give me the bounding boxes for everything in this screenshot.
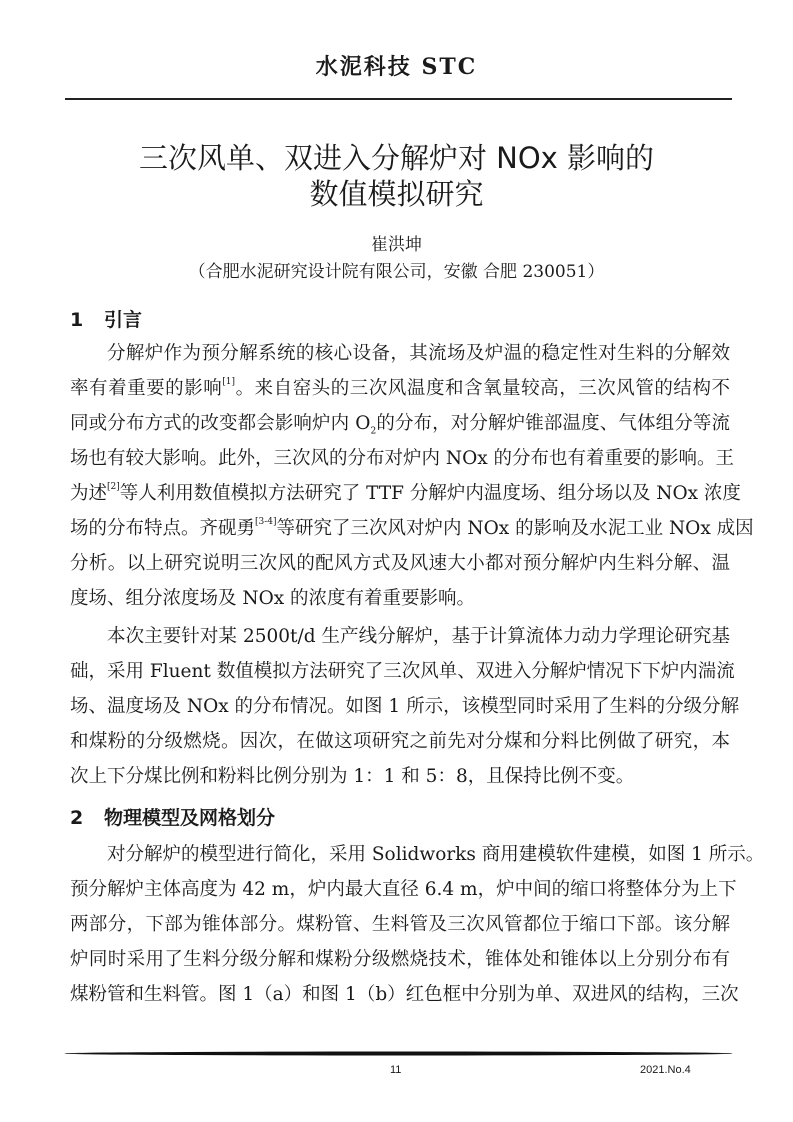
paragraph-line — [107, 625, 730, 649]
text-run: 和煤粉的分级燃烧。因次，在做这项研究之前先对分煤和分料比例做了研究，本 — [70, 731, 730, 752]
text-run: 两部分，下部为锥体部分。煤粉管、生料管及三次风管都位于缩口下部。该分解 — [70, 914, 730, 935]
section-heading-1 — [70, 305, 142, 332]
text-run: 为述 — [70, 483, 108, 504]
text-run: 度场、组分浓度场及 NOx 的浓度有着重要影响。 — [70, 588, 476, 609]
subscript: 2 — [370, 426, 377, 437]
citation: [2] — [107, 482, 120, 492]
paragraph-line — [70, 948, 730, 972]
text-run: 场的分布特点。齐砚勇 — [70, 518, 256, 539]
journal-header: 水泥科技 STC — [315, 54, 478, 80]
section-title: 物理模型及网格划分 — [104, 807, 276, 829]
text-run: 场也有较大影响。此外，三次风的分布对炉内 NOx 的分布也有着重要的影响。王 — [70, 448, 735, 469]
paragraph-line — [70, 482, 741, 506]
footer-rule — [65, 1052, 732, 1055]
text-run: 的分布，对分解炉锥部温度、气体组分等流 — [376, 413, 730, 434]
text-run: 本次主要针对某 2500t/d 生产线分解炉，基于计算流体力动力学理论研究基 — [107, 626, 730, 647]
header-rule — [65, 98, 732, 100]
paragraph-line — [70, 660, 735, 684]
text-run: 等研究了三次风对炉内 NOx 的影响及水泥工业 NOx 成因 — [276, 518, 754, 539]
text-run: 分析。以上研究说明三次风的配风方式及风速大小都对预分解炉内生料分解、温 — [70, 553, 730, 574]
paragraph-line — [70, 983, 739, 1007]
citation: [1] — [222, 377, 236, 387]
author: 崔洪坤 — [371, 235, 422, 255]
paragraph-line — [70, 913, 730, 937]
text-run: 煤粉管和生料管。图 1（a）和图 1（b）红色框中分别为单、双进风的结构，三次 — [70, 984, 739, 1005]
paragraph-line — [70, 447, 735, 471]
text-run: 炉同时采用了生料分级分解和煤粉分级燃烧技术，锥体处和锥体以上分别分布有 — [70, 949, 730, 970]
paragraph-line — [70, 730, 730, 754]
article-title-line-2: 数值模拟研究 — [309, 177, 484, 211]
paragraph-line — [70, 587, 730, 611]
paragraph-line — [70, 878, 737, 902]
text-run: 。来自窑头的三次风温度和含氧量较高，三次风管的结构不 — [235, 378, 730, 399]
paragraph-line — [70, 377, 730, 401]
text-run: 对分解炉的模型进行简化，采用 Solidworks 商用建模软件建模，如图 1 所示。 — [107, 844, 765, 865]
citation: [3-4] — [255, 517, 277, 527]
affiliation: （合肥水泥研究设计院有限公司，安徽 合肥 230051） — [188, 262, 605, 282]
text-run: 次上下分煤比例和粉料比例分别为 1：1 和 5：8，且保持比例不变。 — [70, 766, 635, 787]
section-title: 引言 — [104, 309, 143, 331]
paragraph-line — [70, 552, 730, 576]
paragraph-line — [107, 843, 765, 867]
page-number: 11 — [390, 1064, 402, 1076]
paragraph-line — [70, 695, 740, 719]
paragraph-line — [107, 342, 730, 366]
issue-number: 2021.No.4 — [640, 1064, 691, 1076]
text-run: 同或分布方式的改变都会影响炉内 O — [70, 413, 371, 434]
text-run: 础，采用 Fluent 数值模拟方法研究了三次风单、双进入分解炉情况下下炉内湍流 — [70, 661, 735, 682]
text-run: 率有着重要的影响 — [70, 378, 223, 399]
article-title-line-1: 三次风单、双进入分解炉对 NOx 影响的 — [138, 141, 655, 175]
text-run: 预分解炉主体高度为 42 m，炉内最大直径 6.4 m，炉中间的缩口将整体分为上下 — [70, 879, 737, 900]
text-run: 场、温度场及 NOx 的分布情况。如图 1 所示，该模型同时采用了生料的分级分解 — [70, 696, 740, 717]
section-number: 1 — [70, 309, 84, 331]
text-run: 等人利用数值模拟方法研究了 TTF 分解炉内温度场、组分场以及 NOx 浓度 — [119, 483, 741, 504]
paragraph-line — [70, 412, 730, 436]
paragraph-line — [70, 765, 730, 789]
section-number: 2 — [70, 807, 84, 829]
paragraph-line — [70, 517, 754, 541]
text-run: 分解炉作为预分解系统的核心设备，其流场及炉温的稳定性对生料的分解效 — [107, 343, 730, 364]
section-heading-2 — [70, 803, 275, 830]
